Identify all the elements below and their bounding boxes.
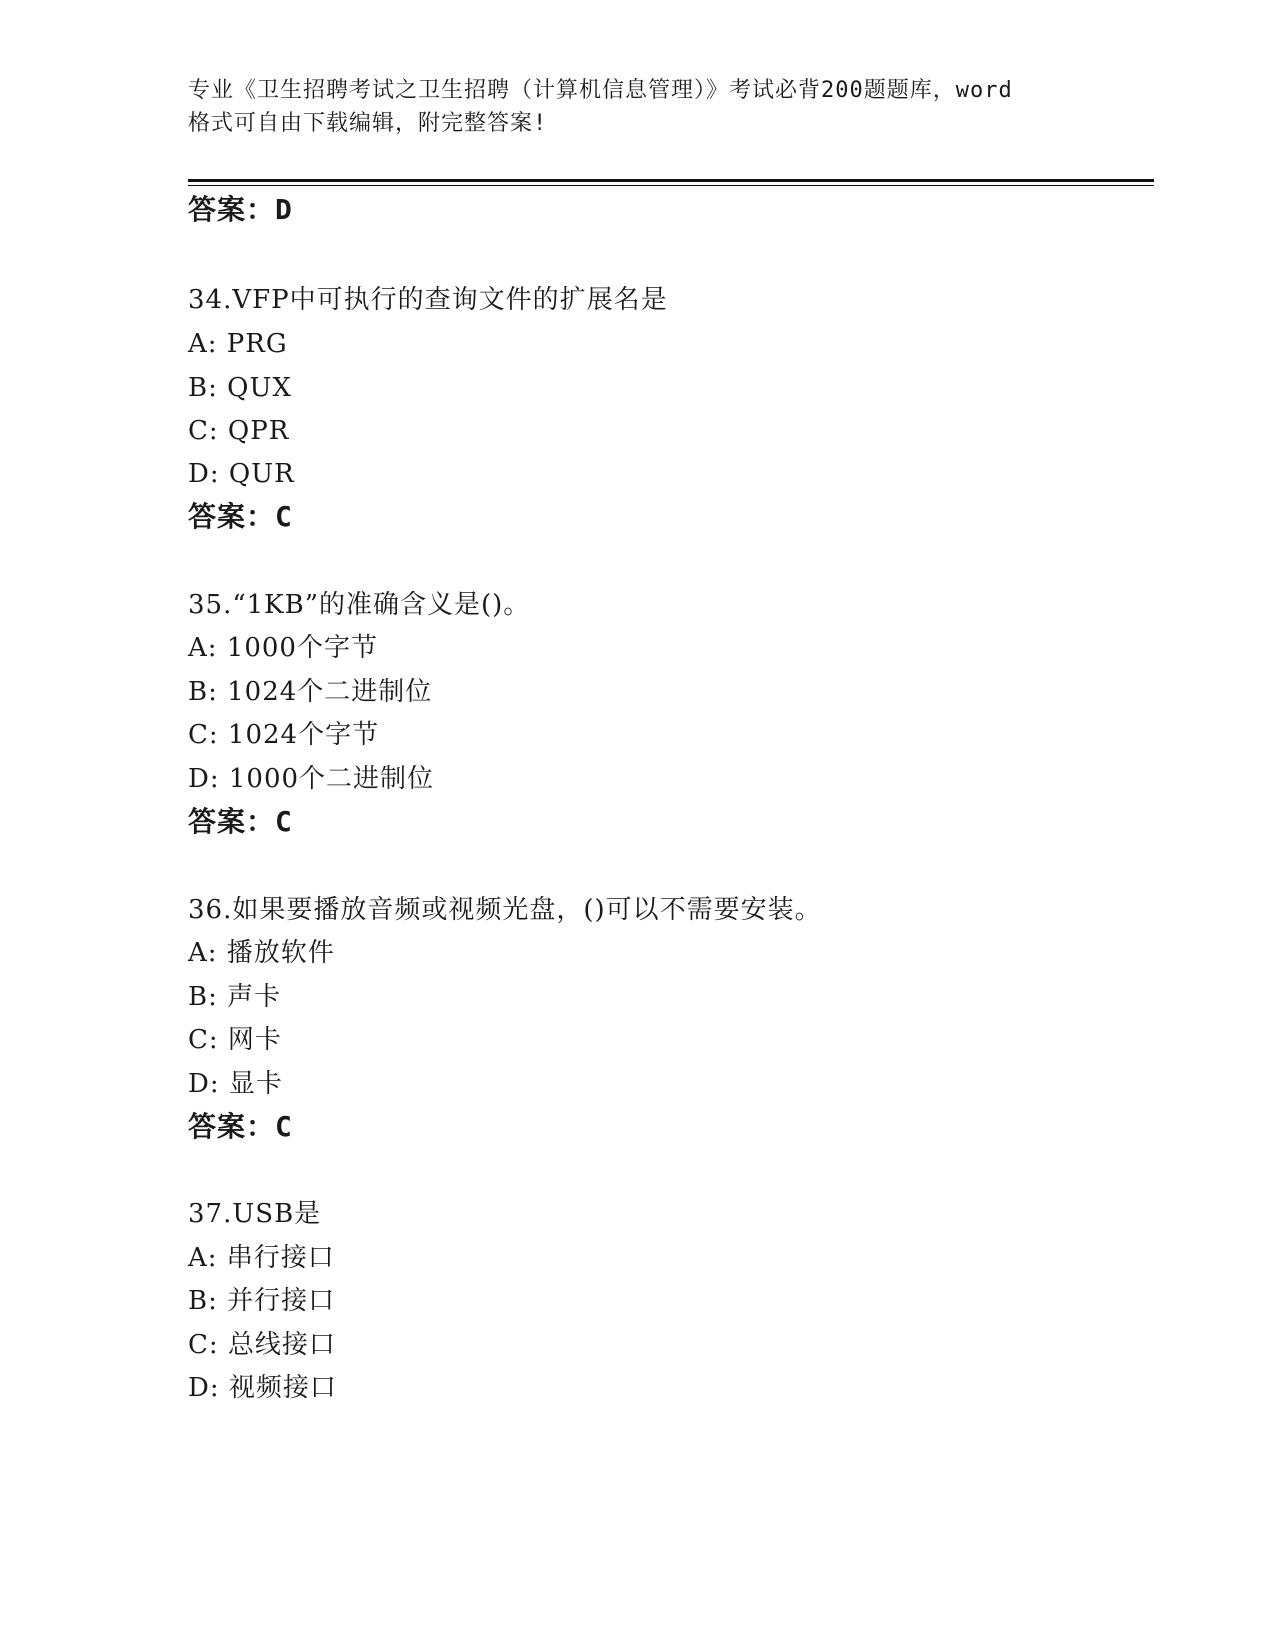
answer-value: C (275, 1110, 293, 1143)
answer-value: D (275, 193, 293, 226)
question-36-option-a: A: 播放软件 (188, 938, 335, 968)
question-35-option-b: B: 1024个二进制位 (188, 677, 433, 707)
answer-label: 答案： (188, 1110, 276, 1143)
question-36-answer (188, 1110, 293, 1144)
answer-label: 答案： (188, 805, 276, 838)
question-37-option-d: D: 视频接口 (188, 1373, 337, 1403)
question-36-option-c: C: 网卡 (188, 1025, 282, 1055)
header-divider-thick (188, 179, 1154, 182)
question-35-answer (188, 805, 293, 839)
question-34-stem: 34.VFP中可执行的查询文件的扩展名是 (188, 285, 668, 315)
question-35-option-d: D: 1000个二进制位 (188, 764, 435, 794)
question-36-stem: 36.如果要播放音频或视频光盘，()可以不需要安装。 (188, 895, 822, 925)
answer-label: 答案： (188, 193, 276, 226)
question-35-stem: 35.“1KB”的准确含义是()。 (188, 590, 531, 620)
question-36-option-b: B: 声卡 (188, 982, 282, 1012)
answer-label: 答案： (188, 500, 276, 533)
question-37-option-b: B: 并行接口 (188, 1286, 336, 1316)
header-divider-thin (188, 185, 1154, 186)
question-35-option-c: C: 1024个字节 (188, 720, 380, 750)
answer-value: C (275, 805, 293, 838)
question-34-option-c: C: QPR (188, 416, 290, 446)
document-header (188, 74, 1088, 140)
prev-answer (188, 193, 293, 227)
question-37-option-a: A: 串行接口 (188, 1243, 335, 1273)
question-35-option-a: A: 1000个字节 (188, 633, 378, 663)
header-line-1: 专业《卫生招聘考试之卫生招聘（计算机信息管理）》考试必背200题题库，word (188, 78, 1013, 103)
question-34-answer (188, 500, 293, 534)
answer-value: C (275, 500, 293, 533)
header-line-2: 格式可自由下载编辑，附完整答案! (188, 111, 548, 136)
question-34-option-b: B: QUX (188, 373, 292, 403)
question-34-option-d: D: QUR (188, 459, 295, 489)
question-37-stem: 37.USB是 (188, 1199, 322, 1229)
question-36-option-d: D: 显卡 (188, 1069, 283, 1099)
question-37-option-c: C: 总线接口 (188, 1330, 336, 1360)
question-34-option-a: A: PRG (188, 329, 288, 359)
